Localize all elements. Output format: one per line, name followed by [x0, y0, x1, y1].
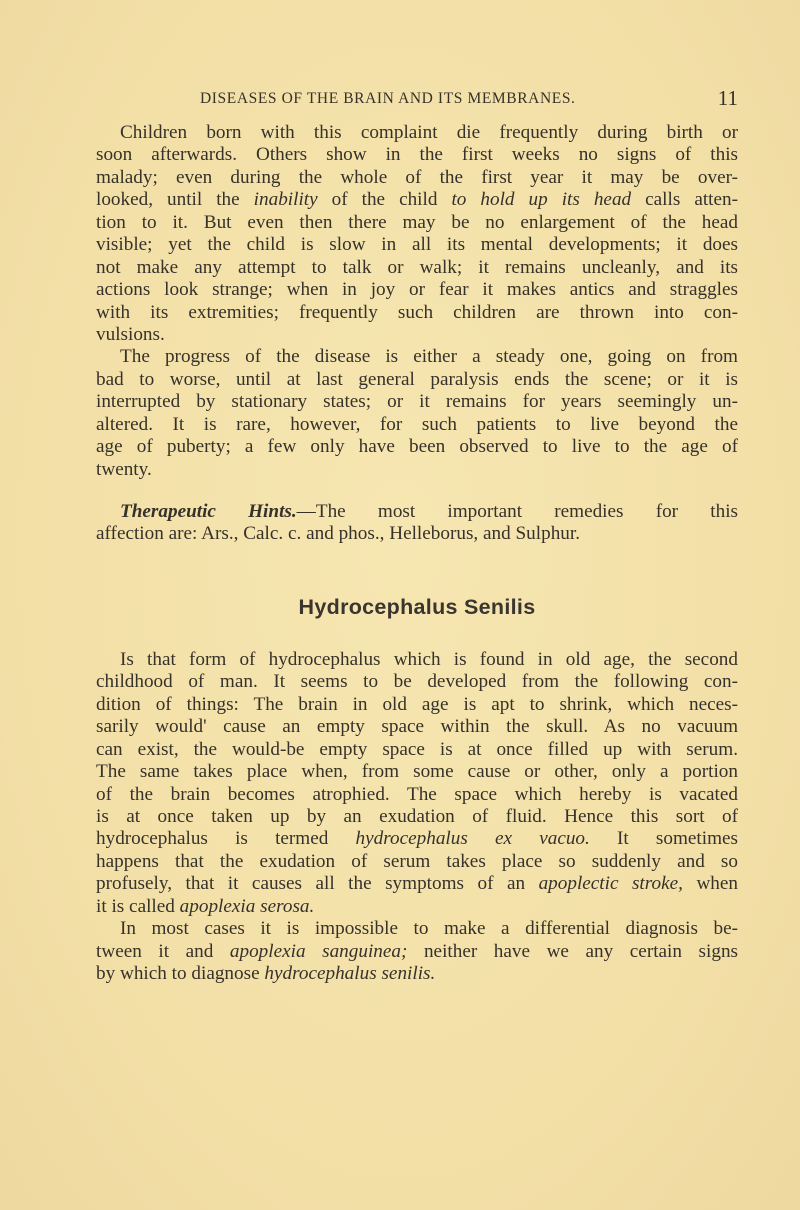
text-run: with its extremities; frequently such children are thrown into con- — [96, 301, 738, 323]
paragraph — [96, 649, 738, 918]
text-run: dition of things: The brain in old age is apt to shrink, which neces- — [96, 693, 738, 715]
text-line — [96, 918, 738, 940]
text-line — [96, 828, 738, 850]
text-line — [96, 459, 738, 481]
text-line — [96, 761, 738, 783]
text-line — [96, 941, 738, 963]
italic-text: inability — [253, 189, 318, 211]
text-line — [96, 279, 738, 301]
text-line — [96, 671, 738, 693]
text-line — [96, 806, 738, 828]
text-line — [96, 212, 738, 234]
paragraph — [96, 501, 738, 546]
text-run: Children born with this complaint die frequently during birth or — [120, 122, 738, 143]
paragraph — [96, 918, 738, 985]
text-run: hydrocephalus is termed — [96, 828, 356, 850]
text-run: actions look strange; when in joy or fear it makes antics and straggles — [96, 279, 738, 301]
text-line — [96, 346, 738, 368]
text-run: interrupted by stationary states; or it remains for years seemingly un- — [96, 391, 738, 413]
text-run: calls atten- — [631, 189, 738, 211]
text-run: looked, until the — [96, 189, 254, 211]
text-run: soon afterwards. Others show in the first weeks no signs of this — [96, 144, 738, 166]
text-run: sarily would' cause an empty space within the skull. As no vacuum — [96, 716, 738, 738]
text-line — [96, 784, 738, 806]
text-run: vulsions. — [96, 323, 165, 345]
text-line — [96, 501, 738, 523]
paragraph — [96, 346, 738, 481]
text-run: visible; yet the child is slow in all its mental developments; it does — [96, 234, 738, 256]
text-run: tween it and — [96, 940, 230, 962]
text-line — [96, 257, 738, 279]
italic-text: apoplectic stroke, — [538, 873, 683, 895]
text-line — [96, 649, 738, 671]
text-line — [96, 144, 738, 166]
text-line — [96, 873, 738, 895]
text-run: of the child — [317, 189, 452, 211]
text-line — [96, 414, 738, 436]
text-line — [96, 963, 738, 985]
running-head — [96, 88, 738, 112]
page-body — [96, 122, 738, 985]
text-line — [96, 716, 738, 738]
text-line — [96, 851, 738, 873]
text-run: neither have we any certain signs — [407, 940, 738, 962]
text-run: malady; even during the whole of the first year it may be over- — [96, 166, 738, 188]
text-run: The same takes place when, from some cause or other, only a portion — [96, 761, 738, 783]
running-title: DISEASES OF THE BRAIN AND ITS MEMBRANES. — [200, 90, 576, 107]
text-line — [96, 369, 738, 391]
run-in-heading: Therapeutic Hints. — [120, 501, 297, 522]
text-run: of the brain becomes atrophied. The space which hereby is vacated — [96, 783, 738, 805]
italic-text: apoplexia serosa. — [179, 895, 315, 917]
text-line — [96, 234, 738, 256]
italic-text: apoplexia sanguinea; — [229, 940, 408, 962]
text-run: bad to worse, until at last general paralysis ends the scene; or it is — [96, 368, 738, 390]
paragraph — [96, 122, 738, 346]
text-line — [96, 167, 738, 189]
text-line — [96, 436, 738, 458]
page-number: 11 — [717, 86, 738, 110]
text-run: profusely, that it causes all the symptoms of an — [96, 873, 539, 895]
text-run: it is called — [96, 895, 180, 917]
text-line — [96, 122, 738, 144]
text-run: twenty. — [96, 458, 152, 480]
text-run: In most cases it is impossible to make a differential diagnosis be- — [120, 918, 738, 940]
text-line — [96, 896, 738, 918]
text-run: happens that the exudation of serum takes place so suddenly and so — [96, 850, 738, 872]
text-run: The progress of the disease is either a steady one, going on from — [120, 346, 738, 368]
text-line — [96, 302, 738, 324]
text-run: can exist, the would-be empty space is at once filled up with serum. — [96, 738, 738, 760]
text-line — [96, 189, 738, 211]
text-line — [96, 324, 738, 346]
text-line — [96, 694, 738, 716]
text-run: by which to diagnose — [96, 963, 265, 984]
italic-text: to hold up its head — [451, 189, 632, 211]
text-run: is at once taken up by an exudation of fluid. Hence this sort of — [96, 805, 738, 827]
text-run: age of puberty; a few only have been observed to live to the age of — [96, 436, 738, 458]
text-run: It sometimes — [589, 828, 738, 850]
text-run: not make any attempt to talk or walk; it remains uncleanly, and its — [96, 256, 738, 278]
italic-text: hydrocephalus senilis. — [264, 963, 436, 984]
text-run: affection are: Ars., Calc. c. and phos., Helleborus, and Sulphur. — [96, 523, 581, 545]
text-line — [96, 523, 738, 545]
text-run: when — [682, 873, 739, 895]
section-heading: Hydrocephalus Senilis — [298, 594, 536, 619]
text-run: childhood of man. It seems to be developed from the following con- — [96, 671, 738, 693]
text-run: altered. It is rare, however, for such patients to live beyond the — [96, 413, 738, 435]
text-run: —The most important remedies for this — [296, 501, 739, 522]
italic-text: hydrocephalus ex vacuo. — [355, 828, 590, 850]
text-run: Is that form of hydrocephalus which is found in old age, the second — [120, 648, 738, 670]
text-run: tion to it. But even then there may be no enlargement of the head — [96, 211, 738, 233]
text-line — [96, 739, 738, 761]
text-line — [96, 391, 738, 413]
